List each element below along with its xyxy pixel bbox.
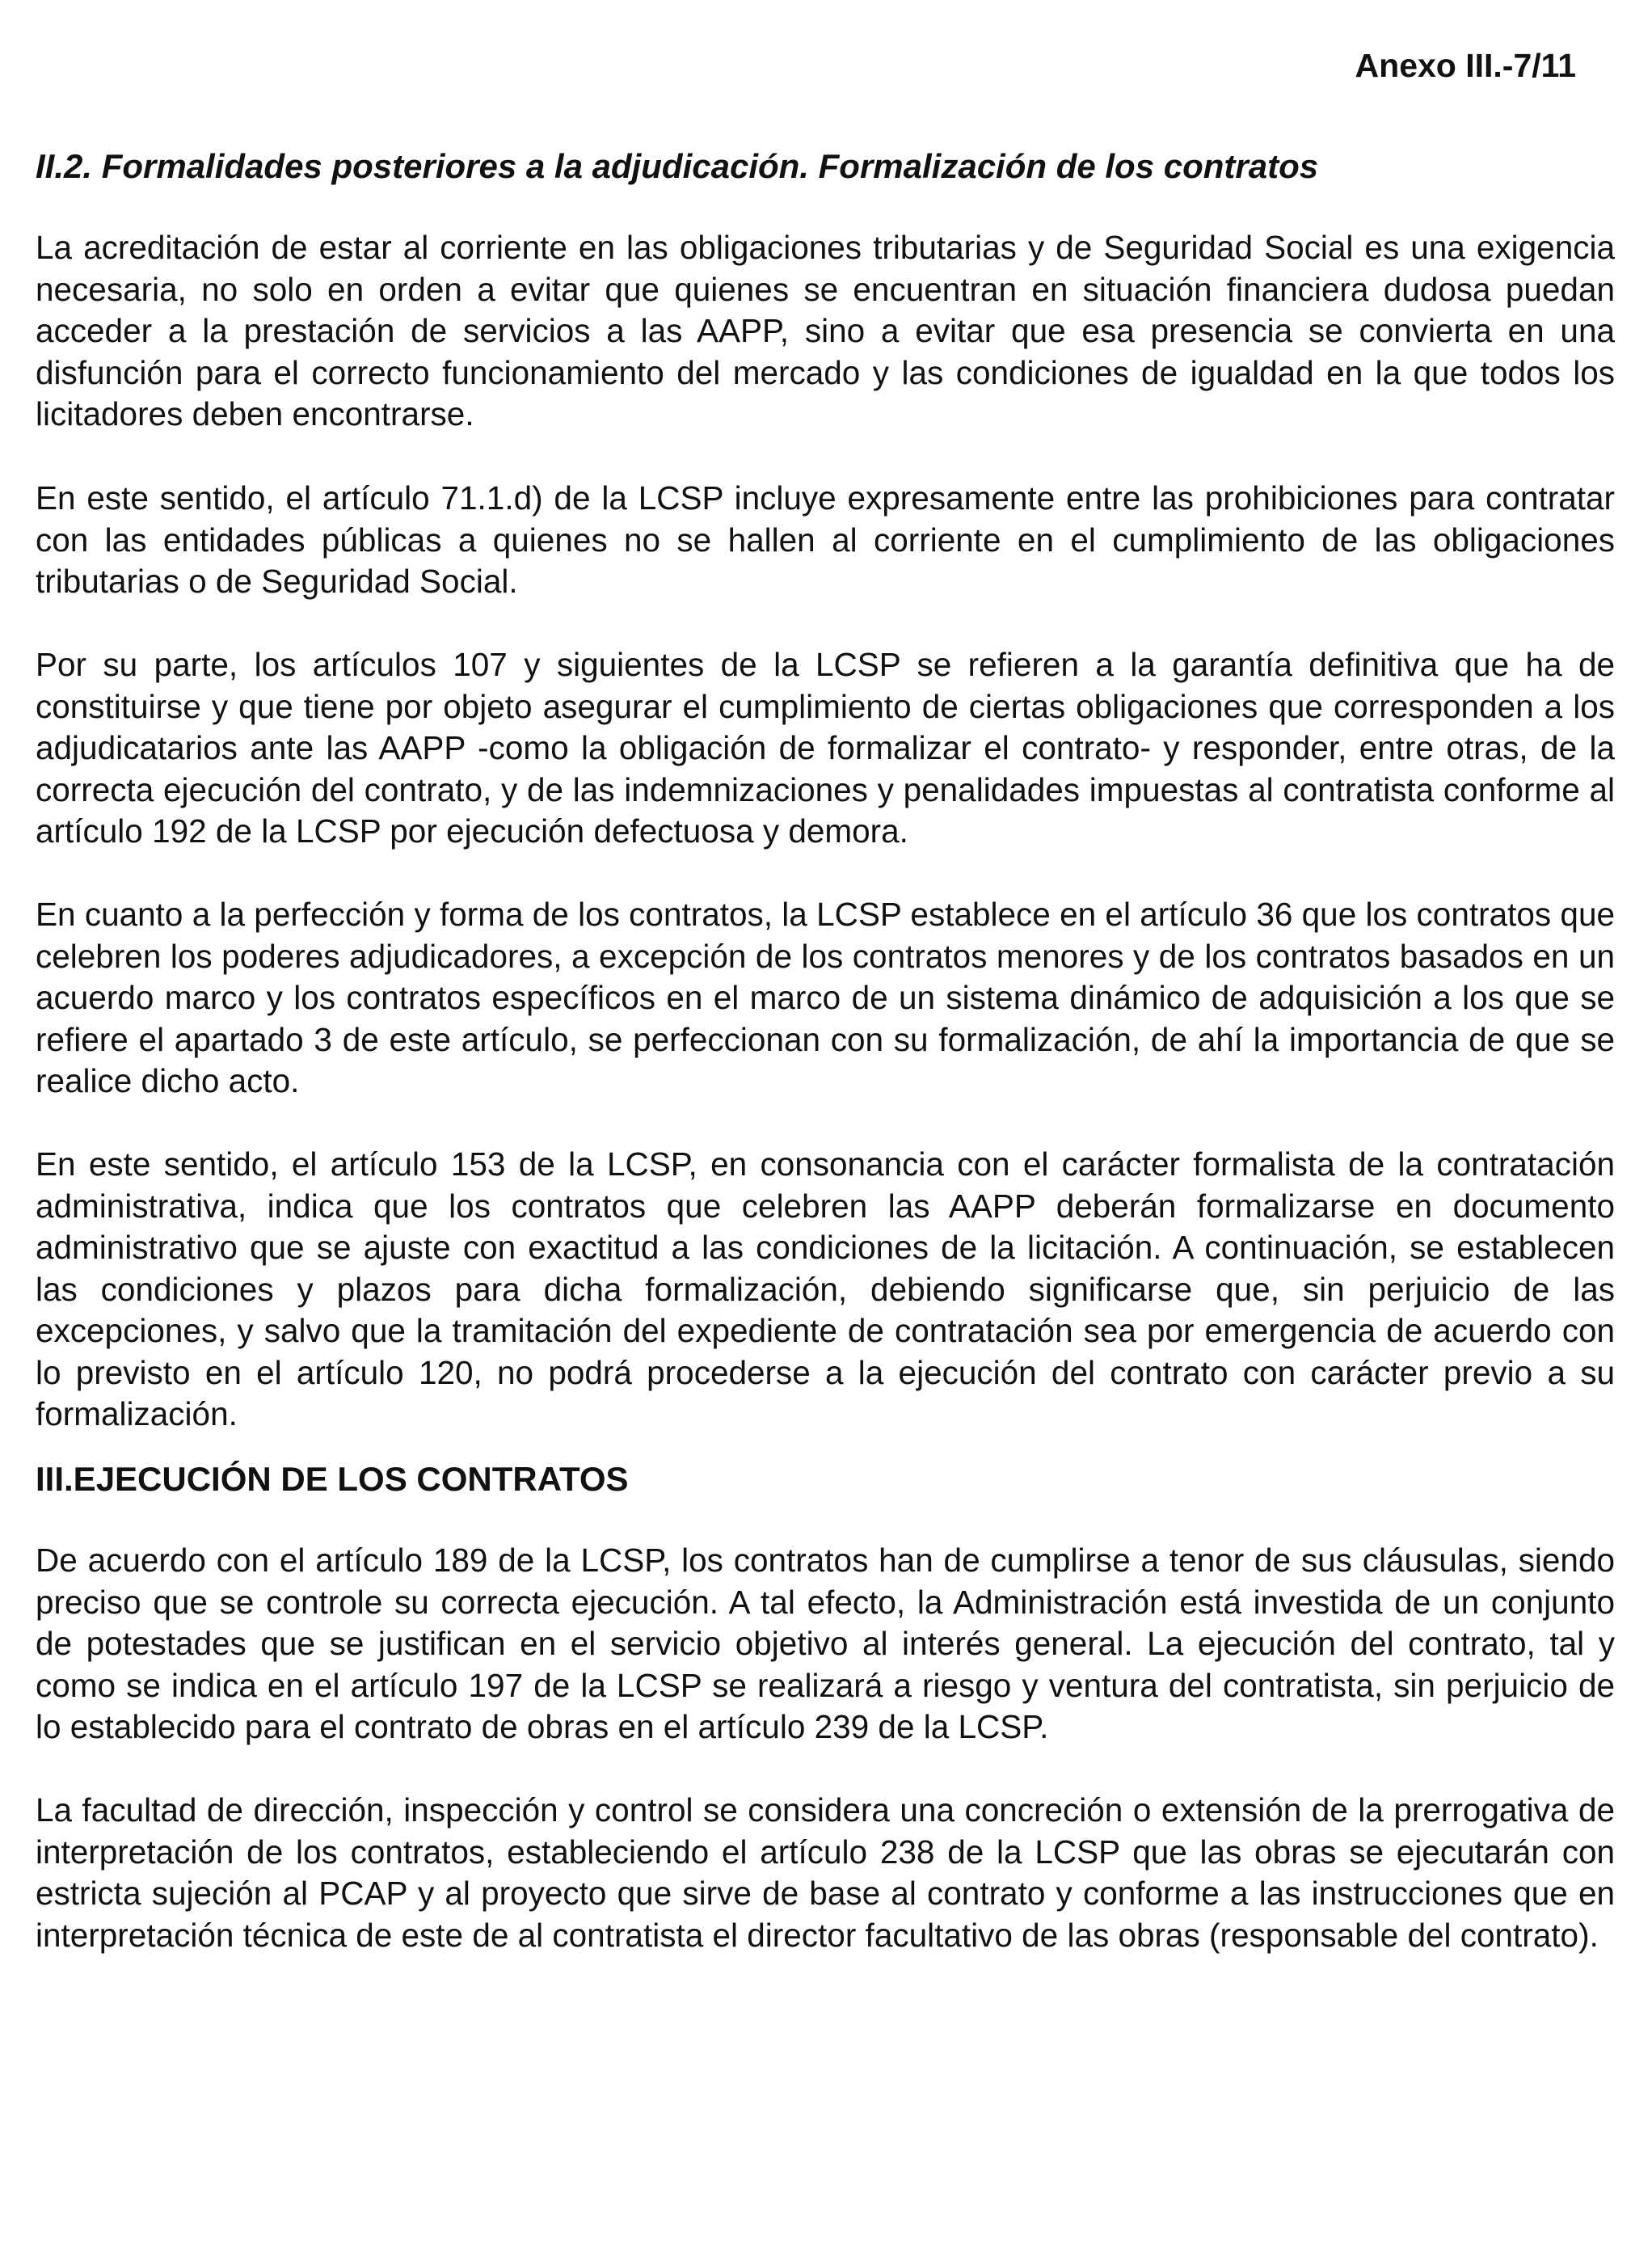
- paragraph-execution: De acuerdo con el artículo 189 de la LCSP, los contratos han de cumplirse a tenor de sus cláusulas, siendo preciso que se controle su correcta ejecución. A tal efecto, la Administración está investida de un conjunto de potestades que se justifican en el servicio objetivo al interés general. La ejecución del contrato, tal y como se indica en el artículo 197 de la LCSP se realizará a riesgo y ventura del contratista, sin perjuicio de lo establecido para el contrato de obras en el artículo 239 de la LCSP.: [36, 1542, 1615, 1745]
- section-heading-iii: III.EJECUCIÓN DE LOS CONTRATOS: [36, 1460, 629, 1498]
- page-number: Anexo III.-7/11: [1355, 47, 1576, 84]
- paragraph-guarantee: Por su parte, los artículos 107 y siguientes de la LCSP se refieren a la garantía definitiva que ha de constituirse y que tiene por objeto asegurar el cumplimiento de ciertas obligaciones que corresponden a los adjudicatarios ante las AAPP -como la obligación de formalizar el contrato- y responder, entre otras, de la correcta ejecución del contrato, y de las indemnizaciones y penalidades impuestas al contratista conforme al artículo 192 de la LCSP por ejecución defectuosa y demora.: [36, 646, 1615, 850]
- section-heading-ii2: II.2. Formalidades posteriores a la adjudicación. Formalización de los contratos: [36, 147, 1319, 185]
- paragraph-prohibitions: En este sentido, el artículo 71.1.d) de la LCSP incluye expresamente entre las prohibiciones para contratar con las entidades públicas a quienes no se hallen al corriente en el cumplimiento de las obligaciones tributarias o de Seguridad Social.: [36, 479, 1615, 600]
- paragraph-formalization: En este sentido, el artículo 153 de la LCSP, en consonancia con el carácter formalista de la contratación administrativa, indica que los contratos que celebren las AAPP deberán formalizarse en documento administrativo que se ajuste con exactitud a las condiciones de la licitación. A continuación, se establecen las condiciones y plazos para dicha formalización, debiendo significarse que, sin perjuicio de las excepciones, y salvo que la tramitación del expediente de contratación sea por emergencia de acuerdo con lo previsto en el artículo 120, no podrá procederse a la ejecución del contrato con carácter previo a su formalización.: [36, 1145, 1615, 1432]
- paragraph-direction: La facultad de dirección, inspección y control se considera una concreción o extensión de la prerrogativa de interpretación de los contratos, estableciendo el artículo 238 de la LCSP que las obras se ejecutarán con estricta sujeción al PCAP y al proyecto que sirve de base al contrato y conforme a las instrucciones que en interpretación técnica de este de al contratista el director facultativo de las obras (responsable del contrato).: [36, 1791, 1615, 1954]
- paragraph-perfection: En cuanto a la perfección y forma de los contratos, la LCSP establece en el artículo 36 que los contratos que celebren los poderes adjudicadores, a excepción de los contratos menores y de los contratos basados en un acuerdo marco y los contratos específicos en el marco de un sistema dinámico de adquisición a los que se refiere el apartado 3 de este artículo, se perfeccionan con su formalización, de ahí la importancia de que se realice dicho acto.: [36, 896, 1615, 1099]
- paragraph-tax-obligations: La acreditación de estar al corriente en las obligaciones tributarias y de Seguridad Social es una exigencia necesaria, no solo en orden a evitar que quienes se encuentran en situación financiera dudosa puedan acceder a la prestación de servicios a las AAPP, sino a evitar que esa presencia se convierta en una disfunción para el correcto funcionamiento del mercado y las condiciones de igualdad en la que todos los licitadores deben encontrarse.: [36, 229, 1615, 432]
